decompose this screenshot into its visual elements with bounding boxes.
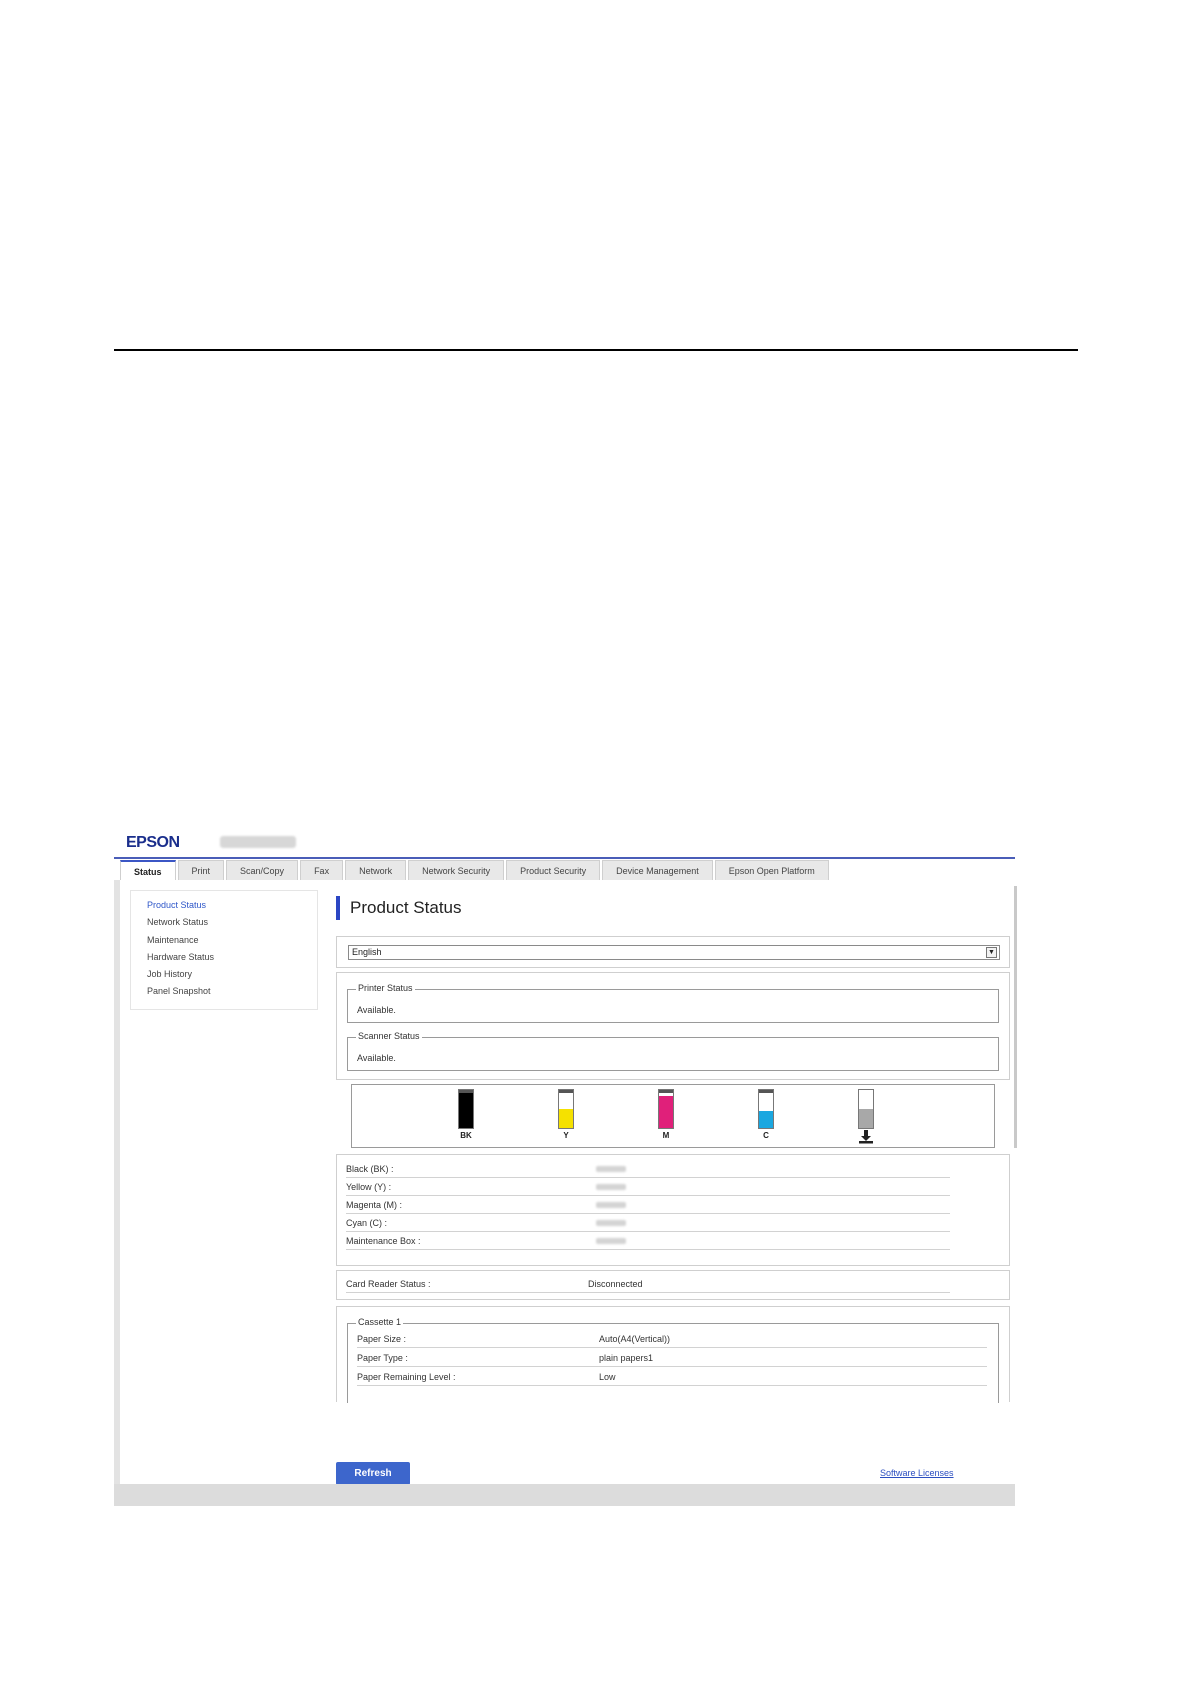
ink-cap xyxy=(459,1090,473,1093)
tab-bar xyxy=(120,860,831,880)
tab-product-security[interactable]: Product Security xyxy=(506,860,600,880)
redacted-value xyxy=(596,1166,626,1172)
ink-tank-black xyxy=(458,1089,474,1129)
scrollbar[interactable] xyxy=(1014,886,1017,1148)
software-licenses-link[interactable]: Software Licenses xyxy=(880,1468,954,1478)
redacted-value xyxy=(596,1184,626,1190)
table-row xyxy=(346,1214,950,1232)
header-accent-line xyxy=(114,857,1015,859)
page-title: Product Status xyxy=(350,898,462,917)
content-area xyxy=(114,880,1015,1484)
row-label: Magenta (M) : xyxy=(346,1200,403,1210)
status-panel xyxy=(336,972,1010,1080)
ink-fill-black xyxy=(459,1093,473,1128)
tab-scan-copy[interactable]: Scan/Copy xyxy=(226,860,298,880)
row-label: Paper Size : xyxy=(357,1334,407,1344)
tab-device-management[interactable]: Device Management xyxy=(602,860,713,880)
ink-cap xyxy=(559,1090,573,1093)
scanner-status-legend: Scanner Status xyxy=(358,1031,420,1041)
printer-status-value: Available. xyxy=(357,1005,396,1015)
ink-fill-yellow xyxy=(559,1109,573,1128)
language-select[interactable] xyxy=(348,945,1000,960)
paper-source-panel xyxy=(336,1306,1010,1402)
title-accent xyxy=(336,896,340,920)
sidebar xyxy=(130,890,318,1010)
maintenance-box-tank xyxy=(858,1089,874,1129)
row-label: Cyan (C) : xyxy=(346,1218,388,1228)
ink-level-panel xyxy=(351,1084,995,1148)
table-row xyxy=(346,1275,950,1293)
tab-network-security[interactable]: Network Security xyxy=(408,860,504,880)
ink-tank-cyan xyxy=(758,1089,774,1129)
table-row xyxy=(357,1349,987,1367)
tab-network[interactable]: Network xyxy=(345,860,406,880)
language-panel xyxy=(336,936,1010,968)
ink-fill-magenta xyxy=(659,1096,673,1128)
scanner-status-fieldset xyxy=(347,1031,999,1071)
table-row xyxy=(357,1330,987,1348)
model-name-redacted xyxy=(220,836,296,848)
sidebar-item-maintenance[interactable]: Maintenance xyxy=(147,934,199,945)
ink-label-magenta: M xyxy=(662,1131,670,1140)
ink-fill-maintenance xyxy=(859,1109,873,1128)
ink-levels-table xyxy=(336,1154,1010,1266)
table-row xyxy=(357,1368,987,1386)
row-label: Maintenance Box : xyxy=(346,1236,421,1246)
chevron-down-icon[interactable]: ▼ xyxy=(986,947,997,958)
row-label: Black (BK) : xyxy=(346,1164,394,1174)
cassette-fieldset xyxy=(347,1317,999,1403)
scanner-status-value: Available. xyxy=(357,1053,396,1063)
card-reader-label: Card Reader Status : xyxy=(346,1279,431,1289)
row-value: plain papers1 xyxy=(599,1353,654,1363)
ink-cap xyxy=(759,1090,773,1093)
table-row xyxy=(346,1160,950,1178)
download-tray-icon xyxy=(858,1130,874,1144)
printer-status-fieldset xyxy=(347,983,999,1023)
redacted-value xyxy=(596,1220,626,1226)
brand-bar xyxy=(114,826,1015,856)
epson-logo: EPSON xyxy=(126,834,180,851)
ink-label-yellow: Y xyxy=(563,1131,569,1140)
sidebar-item-panel-snapshot[interactable]: Panel Snapshot xyxy=(147,986,211,997)
ink-tank-yellow xyxy=(558,1089,574,1129)
refresh-button[interactable]: Refresh xyxy=(336,1462,410,1485)
ink-cap xyxy=(659,1090,673,1093)
table-row xyxy=(346,1178,950,1196)
card-reader-value: Disconnected xyxy=(588,1279,643,1289)
tab-status[interactable]: Status xyxy=(120,860,176,880)
ink-fill-cyan xyxy=(759,1111,773,1128)
language-select-value: English xyxy=(352,947,382,957)
table-row xyxy=(346,1232,950,1250)
web-config-screenshot xyxy=(114,826,1015,1506)
ink-label-black: BK xyxy=(460,1131,472,1140)
table-row xyxy=(346,1196,950,1214)
redacted-value xyxy=(596,1238,626,1244)
printer-status-legend: Printer Status xyxy=(358,983,413,993)
row-value: Auto(A4(Vertical)) xyxy=(599,1334,671,1344)
row-label: Paper Remaining Level : xyxy=(357,1372,456,1382)
tab-epson-open-platform[interactable]: Epson Open Platform xyxy=(715,860,829,880)
ink-tank-magenta xyxy=(658,1089,674,1129)
ink-label-cyan: C xyxy=(763,1131,769,1140)
cassette-legend: Cassette 1 xyxy=(358,1317,402,1327)
page-divider-rule xyxy=(114,349,1078,351)
redacted-value xyxy=(596,1202,626,1208)
footer-bar xyxy=(114,1484,1015,1506)
card-reader-panel xyxy=(336,1270,1010,1300)
tab-fax[interactable]: Fax xyxy=(300,860,343,880)
row-label: Paper Type : xyxy=(357,1353,408,1363)
row-value: Low xyxy=(599,1372,616,1382)
sidebar-item-network-status[interactable]: Network Status xyxy=(147,917,209,928)
tab-print[interactable]: Print xyxy=(178,860,225,880)
sidebar-item-job-history[interactable]: Job History xyxy=(147,969,193,980)
sidebar-item-product-status[interactable]: Product Status xyxy=(147,900,207,910)
sidebar-item-hardware-status[interactable]: Hardware Status xyxy=(147,951,215,962)
row-label: Yellow (Y) : xyxy=(346,1182,392,1192)
